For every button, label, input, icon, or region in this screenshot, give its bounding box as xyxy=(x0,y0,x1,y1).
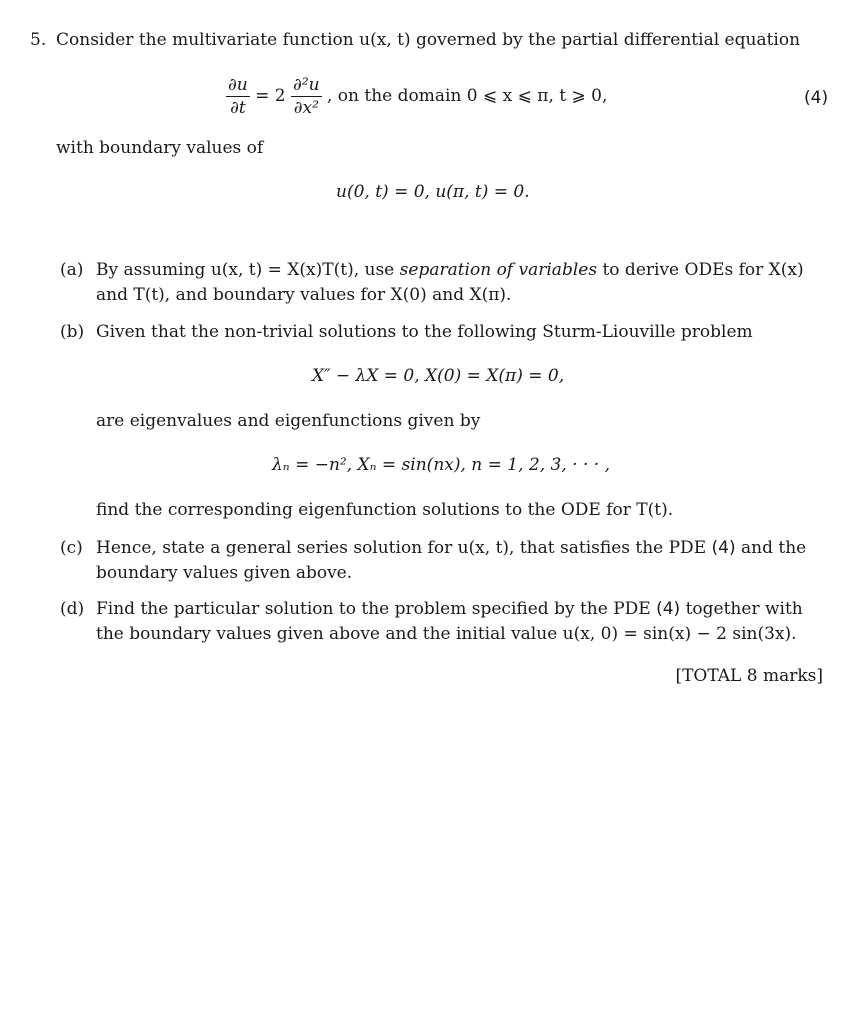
pde-equals: = 2 xyxy=(255,86,286,106)
lhs-numerator: ∂u xyxy=(228,75,248,95)
part-c-line2: boundary values given above. xyxy=(96,563,353,583)
eigen-equation: λₙ = −n², Xₙ = sin(nx), n = 1, 2, 3, · · · , xyxy=(272,455,610,475)
part-b-line3: find the corresponding eigenfunction solutions to the ODE for T(t). xyxy=(96,500,674,520)
sturm-liouville-equation: X″ − λX = 0, X(0) = X(π) = 0, xyxy=(312,366,565,386)
pde-equation xyxy=(226,74,607,124)
rhs-numerator: ∂²u xyxy=(293,75,320,95)
total-marks: [TOTAL 8 marks] xyxy=(675,666,823,686)
part-c-label: (c) xyxy=(60,538,83,558)
part-c-line1-post: and the xyxy=(735,538,807,558)
part-c-equation-ref: (4) xyxy=(711,538,736,558)
lhs-denominator: ∂t xyxy=(230,98,246,118)
part-a-line1-pre: By assuming u(x, t) = X(x)T(t), use xyxy=(96,260,400,280)
part-a-line1 xyxy=(96,260,804,280)
question-intro: Consider the multivariate function u(x, t) governed by the partial differential equation xyxy=(56,30,801,50)
part-d-equation-ref: (4) xyxy=(656,599,681,619)
question-number: 5. xyxy=(30,30,47,50)
part-a-line1-post: to derive ODEs for X(x) xyxy=(597,260,804,280)
part-d-line2: the boundary values given above and the initial value u(x, 0) = sin(x) − 2 sin(3x). xyxy=(96,624,797,644)
part-d-label: (d) xyxy=(60,599,85,619)
pde-domain: , on the domain 0 ⩽ x ⩽ π, t ⩾ 0, xyxy=(327,86,608,106)
part-a-label: (a) xyxy=(60,260,84,280)
rhs-fraction xyxy=(291,74,322,119)
part-d-line1-post: together with xyxy=(680,599,803,619)
lhs-fraction xyxy=(226,74,250,119)
boundary-intro: with boundary values of xyxy=(56,138,264,158)
part-b-line2: are eigenvalues and eigenfunctions given by xyxy=(96,411,481,431)
part-b-label: (b) xyxy=(60,322,85,342)
boundary-values: u(0, t) = 0, u(π, t) = 0. xyxy=(336,182,530,202)
part-b-line1: Given that the non-trivial solutions to the following Sturm-Liouville problem xyxy=(96,322,753,342)
part-a-emphasis: separation of variables xyxy=(399,260,598,280)
equation-number: (4) xyxy=(804,88,829,108)
part-c-line1-pre: Hence, state a general series solution for u(x, t), that satisfies the PDE xyxy=(96,538,712,558)
rhs-denominator: ∂x² xyxy=(293,98,319,118)
part-c-line1 xyxy=(96,538,806,558)
part-a-line2: and T(t), and boundary values for X(0) and X(π). xyxy=(96,285,512,305)
part-d-line1-pre: Find the particular solution to the problem specified by the PDE xyxy=(96,599,657,619)
part-d-line1 xyxy=(96,599,803,619)
